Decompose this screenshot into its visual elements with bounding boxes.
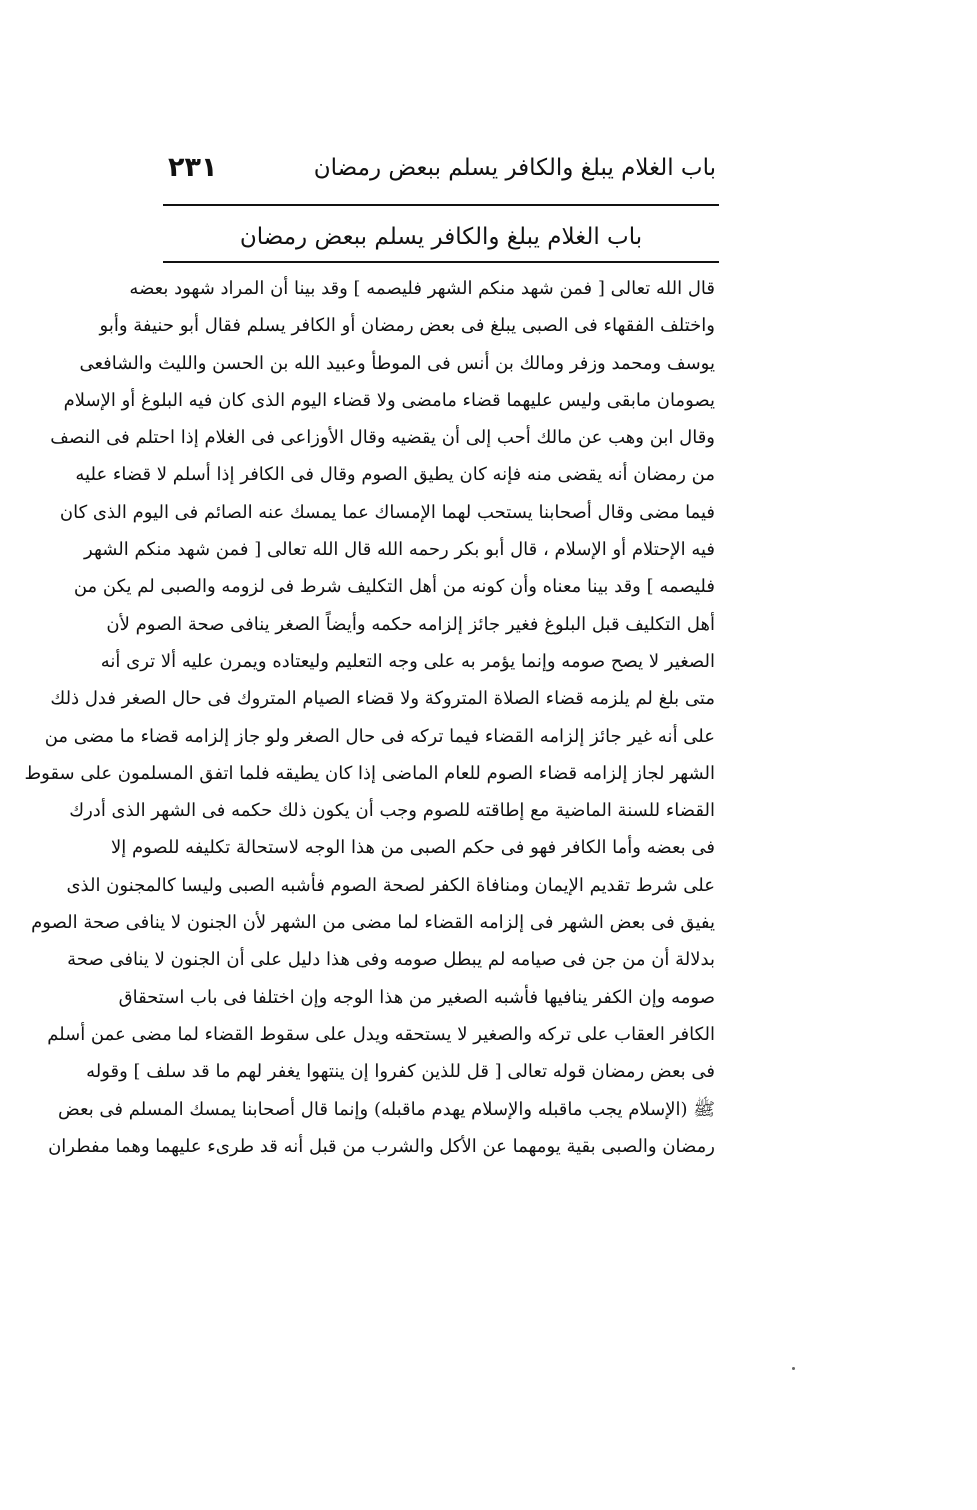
section-title: باب الغلام يبلغ والكافر يسلم ببعض رمضان (239, 224, 643, 250)
text-line: وقال ابن وهب عن مالك أحب إلى أن يقضيه وقال الأوزاعى فى الغلام إذا احتلم فى النصف (50, 427, 715, 449)
text-line: صومه وإن الكفر ينافيها فأشبه الصغير من هذا الوجه وإن اختلفا فى باب استحقاق (118, 986, 715, 1008)
text-line: يصومان مابقى وليس عليهما قضاء مامضى ولا قضاء اليوم الذى كان فيه البلوغ أو الإسلام (63, 389, 715, 411)
section-divider (163, 261, 719, 263)
text-line: الصغير لا يصح صومه وإنما يؤمر به على وجه التعليم وليعتاده ويمرن عليه ألا ترى أنه (100, 650, 715, 672)
text-line: يوسف ومحمد وزفر ومالك بن أنس فى الموطأ وعبيد الله بن الحسن والليث والشافعى (79, 352, 715, 374)
text-line: الشهر لجاز إلزامه قضاء الصوم للعام الماضى إذا كان يطيقه فلما اتفق المسلمون على سقوط (24, 762, 715, 784)
text-line: رمضان والصبى بقية يومهما عن الأكل والشرب من قبل أنه قد طرىء عليهما وهما مفطران (48, 1135, 715, 1157)
body-text (24, 270, 715, 1165)
text-line: الكافر العقاب على تركه والصغير لا يستحقه ويدل على سقوط القضاء لما مضى عمن أسلم (47, 1023, 715, 1045)
text-line: القضاء للسنة الماضية مع إطاقته للصوم وجب أن يكون ذلك حكمه فى الشهر الذى أدرك (69, 800, 715, 822)
scan-speck (792, 1367, 795, 1370)
running-title: باب الغلام يبلغ والكافر يسلم ببعض رمضان (313, 155, 716, 181)
running-header (168, 146, 716, 190)
text-line: واختلف الفقهاء فى الصبى يبلغ فى بعض رمضان أو الكافر يسلم فقال أبو حنيفة وأبو (99, 315, 715, 337)
text-line: يفيق فى بعض الشهر فى إلزامه القضاء لما مضى من الشهر لأن الجنون لا ينافى صحة الصوم (31, 912, 715, 934)
text-line: فليصمه ] وقد بينا معناه وأن كونه من أهل التكليف شرط فى لزومه والصبى لم يكن من (73, 576, 715, 598)
text-line: فى بعض رمضان قوله تعالى [ قل للذين كفروا إن ينتهوا يغفر لهم ما قد سلف ] وقوله (86, 1061, 715, 1083)
text-line: ﷺ (الإسلام يجب ماقبله والإسلام يهدم ماقبله) وإنما قال أصحابنا يمسك المسلم فى بعض (57, 1098, 715, 1120)
text-line: متى بلغ لم يلزمه قضاء الصلاة المتروكة ولا قضاء الصيام المتروك فى حال الصغر فدل ذلك (50, 688, 715, 710)
text-line: قال الله تعالى [ فمن شهد منكم الشهر فليصمه ] وقد بينا أن المراد شهود بعضه (129, 278, 715, 299)
text-line: فى بعضه وأما الكافر فهو فى حكم الصبى من هذا الوجه لاستحالة تكليفه للصوم إلا (110, 837, 715, 859)
text-line: فيما مضى وقال أصحابنا يستحب لهما الإمساك عما يمسك عنه الصائم فى اليوم الذى كان (59, 501, 715, 523)
page-number: ٢٣١ (168, 152, 218, 183)
header-divider (163, 204, 719, 206)
text-line: بدلالة أن من جن فى صيامه لم يبطل صومه وفى هذا دليل على أن الجنون لا ينافى صحة (67, 949, 715, 971)
text-line: فيه الإحتلام أو الإسلام ، قال أبو بكر رحمه الله قال الله تعالى [ فمن شهد منكم الشهر (84, 539, 715, 561)
text-line: على شرط تقديم الإيمان ومنافاة الكفر لصحة الصوم فأشبه الصبى وليسا كالمجنون الذى (66, 874, 715, 896)
text-line: أهل التكليف قبل البلوغ فغير جائز إلزامه حكمه وأيضاً الصغر ينافى صحة الصوم لأن (106, 613, 715, 635)
text-line: على أنه غير جائز إلزامه القضاء فيما تركه فى حال الصغر ولو جاز إلزامه قضاء ما مضى من (44, 725, 715, 747)
text-line: من رمضان أنه يقضى منه فإنه كان يطيق الصوم وقال فى الكافر إذا أسلم لا قضاء عليه (75, 464, 715, 486)
